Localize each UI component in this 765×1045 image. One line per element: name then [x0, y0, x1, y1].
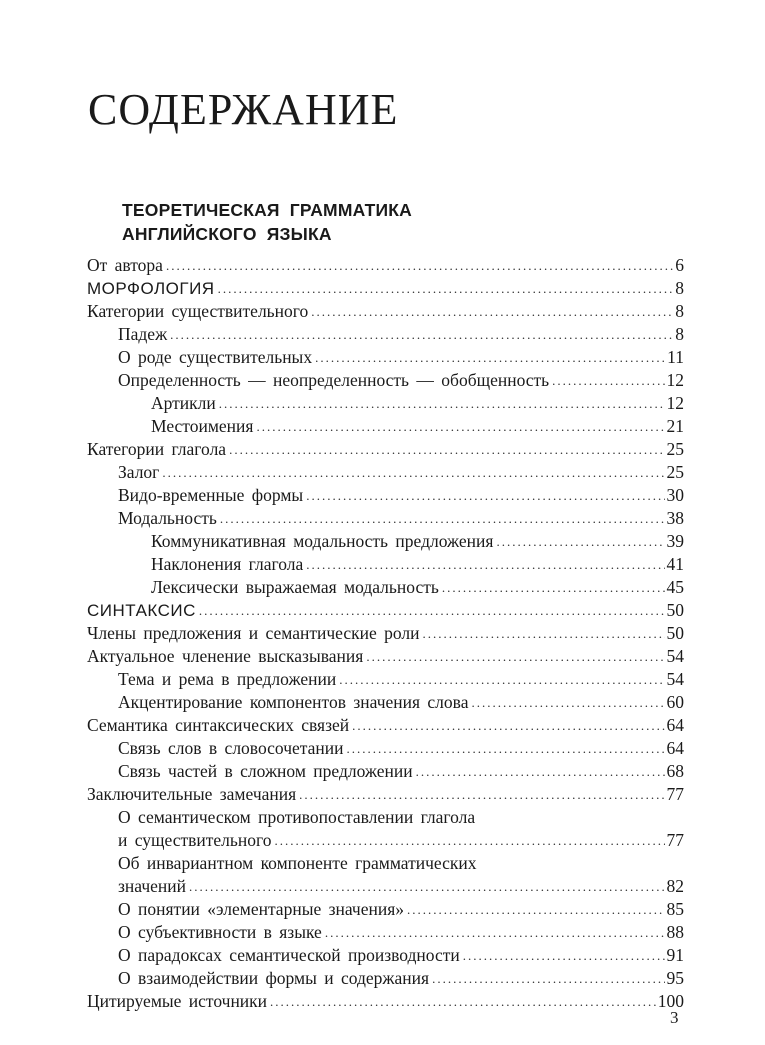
toc-entry	[87, 599, 684, 622]
dot-leader	[496, 530, 664, 553]
dot-leader	[552, 369, 664, 392]
toc-entry-label: О субъективности в языке	[118, 922, 322, 942]
toc-entry	[87, 392, 684, 415]
toc-entry	[87, 300, 684, 323]
dot-leader	[162, 461, 664, 484]
toc-entry	[87, 507, 684, 530]
toc-entry-label: Актуальное членение высказывания	[87, 646, 364, 666]
toc-entry-page: 41	[666, 554, 684, 574]
toc-entry	[87, 875, 684, 898]
toc-entry	[87, 277, 684, 300]
toc-entry	[87, 967, 684, 990]
toc-entry-page: 45	[666, 577, 684, 597]
toc-entry	[87, 714, 684, 737]
toc-entry-label: Об инвариантном компоненте грамматических	[118, 853, 477, 873]
toc-entry	[87, 438, 684, 461]
toc-entry	[87, 254, 684, 277]
toc-entry	[87, 576, 684, 599]
toc-entry-page: 8	[675, 324, 684, 344]
dot-leader	[306, 553, 664, 576]
toc-entry-page: 91	[666, 945, 684, 965]
toc-entry-label: О парадоксах семантической производности	[118, 945, 460, 965]
toc-entry	[87, 990, 684, 1013]
toc-entry	[87, 346, 684, 369]
toc-entry-page: 77	[666, 830, 684, 850]
dot-leader	[219, 392, 665, 415]
page-title: СОДЕРЖАНИЕ	[88, 85, 399, 134]
toc-entry-label: Артикли	[151, 393, 216, 413]
toc-entry-label: Категории существительного	[87, 301, 309, 321]
toc-entry	[87, 323, 684, 346]
toc-entry-label: Местоимения	[151, 416, 254, 436]
page-number: 3	[670, 1008, 679, 1027]
dot-leader	[218, 277, 674, 300]
toc-entry-label: О семантическом противопоставлении глагола	[118, 807, 476, 827]
toc-entry-label: Модальность	[118, 508, 217, 528]
toc-entry	[87, 461, 684, 484]
toc-entry	[87, 369, 684, 392]
dot-leader	[170, 323, 673, 346]
toc-entry-page: 8	[675, 278, 684, 298]
toc-entry-label: Семантика синтаксических связей	[87, 715, 350, 735]
toc-entry-label: Тема и рема в предложении	[118, 669, 337, 689]
dot-leader	[463, 944, 665, 967]
toc-entry-label: О понятии «элементарные значения»	[118, 899, 405, 919]
toc-entry-page: 25	[666, 439, 684, 459]
toc-entry-label: Лексически выражаемая модальность	[151, 577, 439, 597]
dot-leader	[299, 783, 664, 806]
dot-leader	[407, 898, 664, 921]
dot-leader	[275, 829, 665, 852]
dot-leader	[315, 346, 665, 369]
toc-entry	[87, 944, 684, 967]
toc-entry-page: 100	[657, 991, 684, 1011]
toc-entry	[87, 737, 684, 760]
toc-entry	[87, 829, 684, 852]
toc-entry	[87, 530, 684, 553]
dot-leader	[432, 967, 664, 990]
toc-entry-page: 64	[666, 715, 684, 735]
toc-entry-label: Цитируемые источники	[87, 991, 268, 1011]
dot-leader	[270, 990, 656, 1013]
toc-entry-label: СИНТАКСИС	[87, 601, 196, 620]
section-title	[122, 198, 412, 246]
toc-entry-page: 8	[675, 301, 684, 321]
dot-leader	[189, 875, 664, 898]
dot-leader	[347, 737, 665, 760]
toc-entry-page: 77	[666, 784, 684, 804]
toc-entry-label: Акцентирование компонентов значения слова	[118, 692, 469, 712]
toc-entry-label: значений	[118, 876, 187, 896]
dot-leader	[199, 599, 665, 622]
dot-leader	[416, 760, 665, 783]
toc-entry-page: 85	[666, 899, 684, 919]
toc-entry	[87, 806, 684, 829]
section-title-line1: ТЕОРЕТИЧЕСКАЯ ГРАММАТИКА	[122, 200, 412, 220]
section-title-line2: АНГЛИЙСКОГО ЯЗЫКА	[122, 224, 332, 244]
toc-entry-label: МОРФОЛОГИЯ	[87, 279, 215, 298]
toc-entry-label: Члены предложения и семантические роли	[87, 623, 420, 643]
toc-entry-label: Связь слов в словосочетании	[118, 738, 344, 758]
toc-entry	[87, 645, 684, 668]
toc-entry	[87, 415, 684, 438]
dot-leader	[229, 438, 664, 461]
toc-entry-page: 64	[666, 738, 684, 758]
toc-entry-label: Залог	[118, 462, 160, 482]
toc-entry	[87, 691, 684, 714]
toc-entry-page: 54	[666, 646, 684, 666]
toc-entry	[87, 852, 684, 875]
dot-leader	[306, 484, 664, 507]
toc-entry-page: 60	[666, 692, 684, 712]
toc-entry-page: 30	[666, 485, 684, 505]
toc-entry	[87, 553, 684, 576]
toc-entry-label: Определенность — неопределенность — обобщенность	[118, 370, 550, 390]
toc-entry-page: 88	[666, 922, 684, 942]
toc-entry-page: 12	[666, 393, 684, 413]
dot-leader	[339, 668, 664, 691]
toc-entry-page: 82	[666, 876, 684, 896]
toc-entry-page: 25	[666, 462, 684, 482]
toc-entry-page: 38	[666, 508, 684, 528]
toc-entry	[87, 484, 684, 507]
toc-entry-label: От автора	[87, 255, 163, 275]
toc-entry-label: Связь частей в сложном предложении	[118, 761, 413, 781]
toc-entry-page: 50	[666, 623, 684, 643]
toc-entry-label: и существительного	[118, 830, 272, 850]
toc-entry-page: 95	[666, 968, 684, 988]
dot-leader	[166, 254, 673, 277]
dot-leader	[423, 622, 665, 645]
toc-entry-label: Наклонения глагола	[151, 554, 304, 574]
table-of-contents	[87, 254, 684, 1013]
toc-entry-label: О роде существительных	[118, 347, 313, 367]
dot-leader	[311, 300, 673, 323]
toc-entry	[87, 760, 684, 783]
dot-leader	[471, 691, 664, 714]
toc-entry-page: 6	[675, 255, 684, 275]
toc-entry-label: О взаимодействии формы и содержания	[118, 968, 430, 988]
toc-entry-page: 50	[666, 600, 684, 620]
dot-leader	[366, 645, 664, 668]
toc-entry-label: Падеж	[118, 324, 168, 344]
toc-entry-page: 68	[666, 761, 684, 781]
toc-entry-page: 12	[666, 370, 684, 390]
toc-entry-page: 21	[666, 416, 684, 436]
toc-entry-label: Категории глагола	[87, 439, 227, 459]
toc-entry-page: 54	[666, 669, 684, 689]
toc-entry-label: Коммуникативная модальность предложения	[151, 531, 494, 551]
toc-entry	[87, 783, 684, 806]
toc-entry-label: Видо-временные формы	[118, 485, 304, 505]
dot-leader	[220, 507, 665, 530]
toc-entry	[87, 622, 684, 645]
toc-entry-page: 39	[666, 531, 684, 551]
dot-leader	[442, 576, 665, 599]
toc-entry-page: 11	[667, 347, 684, 367]
dot-leader	[256, 415, 664, 438]
toc-entry	[87, 898, 684, 921]
toc-entry	[87, 668, 684, 691]
toc-entry	[87, 921, 684, 944]
toc-entry-label: Заключительные замечания	[87, 784, 297, 804]
dot-leader	[325, 921, 665, 944]
dot-leader	[352, 714, 664, 737]
